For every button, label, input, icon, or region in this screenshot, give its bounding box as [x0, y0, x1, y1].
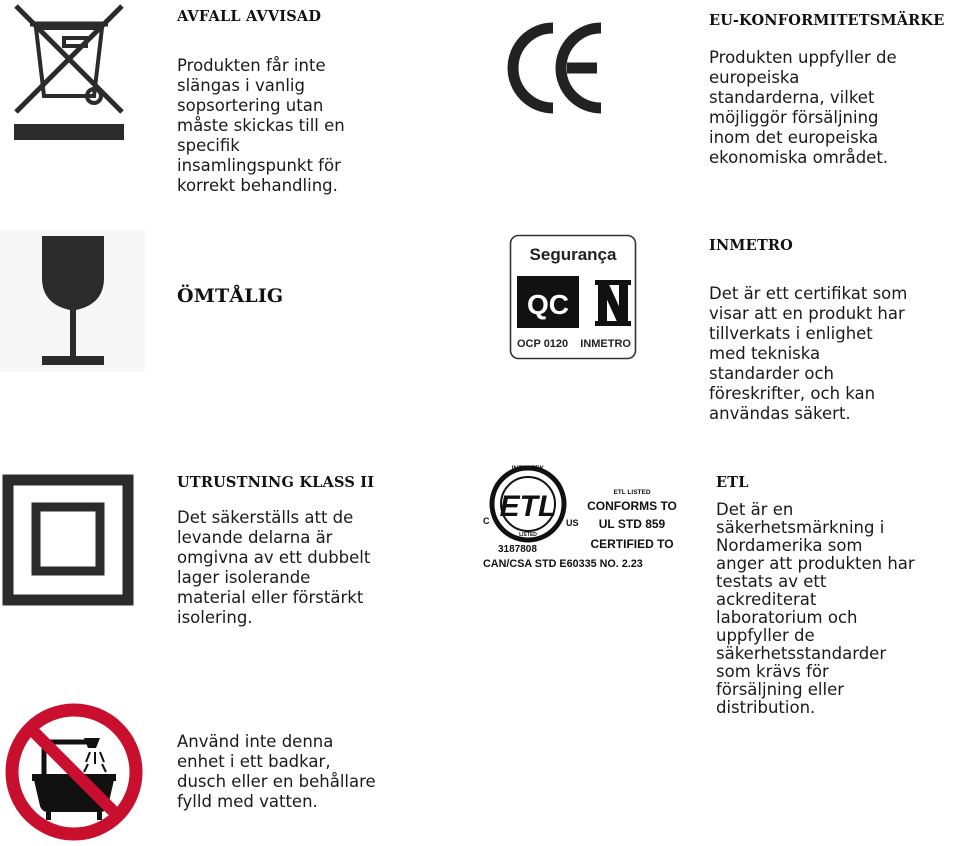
no-bath-text: Använd inte denna enhet i ett badkar, dusch eller en behållare fylld med vatten.	[177, 732, 376, 811]
class2-title: UTRUSTNING KLASS II	[177, 474, 375, 491]
double-square-icon	[2, 474, 136, 606]
inmetro-text: Det är ett certifikat som visar att en produkt har tillverkats i enlighet med tekniska standarder och föreskrifter, och kan användas säkert.	[709, 284, 908, 423]
etl-logo-listed-small: LISTED	[519, 532, 537, 538]
crossed-out-wheelie-bin-icon	[10, 0, 128, 142]
ce-title: EU-KONFORMITETSMÄRKE	[709, 12, 945, 29]
inmetro-seal-icon	[509, 234, 637, 360]
etl-logo-line4: CAN/CSA STD E60335 NO. 2.23	[483, 558, 643, 570]
inmetro-logo-code: OCP 0120	[517, 338, 569, 350]
ce-text: Produkten uppfyller de europeiska standarderna, vilket möjliggör försäljning inom det europeiska ekonomiska området.	[709, 48, 897, 167]
etl-title: ETL	[716, 474, 749, 491]
fragile-title: ÖMTÅLIG	[177, 285, 284, 307]
etl-logo-line3: CERTIFIED TO	[590, 537, 674, 551]
etl-logo-etl-listed: ETL LISTED	[613, 489, 651, 496]
no-bathtub-icon	[4, 702, 144, 842]
inmetro-logo-top: Segurança	[529, 245, 617, 264]
inmetro-logo-qc: QC	[527, 289, 569, 320]
ce-mark-icon	[505, 18, 615, 118]
etl-logo-c: C	[483, 516, 490, 526]
etl-logo-number: 3187808	[498, 544, 537, 555]
etl-logo-line2: UL STD 859	[598, 517, 666, 531]
inmetro-logo-brand: INMETRO	[580, 338, 631, 350]
weee-title: AVFALL AVVISAD	[177, 8, 322, 25]
etl-listed-mark-icon	[480, 458, 690, 572]
inmetro-title: INMETRO	[709, 237, 794, 254]
etl-logo-us: US	[566, 518, 579, 528]
etl-logo-intertek: INTERTEK	[511, 465, 545, 472]
etl-text: Det är en säkerhetsmärkning i Nordamerika som anger att produkten har testats av ett ackrediterat laboratorium och uppfyller de säkerhetsstandarder som krävs för försäljning eller distribution.	[716, 500, 915, 717]
weee-text: Produkten får inte slängas i vanlig sopsortering utan måste skickas till en specifik insamlingspunkt för korrekt behandling.	[177, 56, 345, 195]
etl-logo-etl: ETL	[499, 490, 557, 523]
etl-logo-line1: CONFORMS TO	[587, 499, 677, 513]
wine-glass-icon	[0, 230, 145, 372]
class2-text: Det säkerställs att de levande delarna är omgivna av ett dubbelt lager isolerande material eller förstärkt isolering.	[177, 508, 371, 627]
